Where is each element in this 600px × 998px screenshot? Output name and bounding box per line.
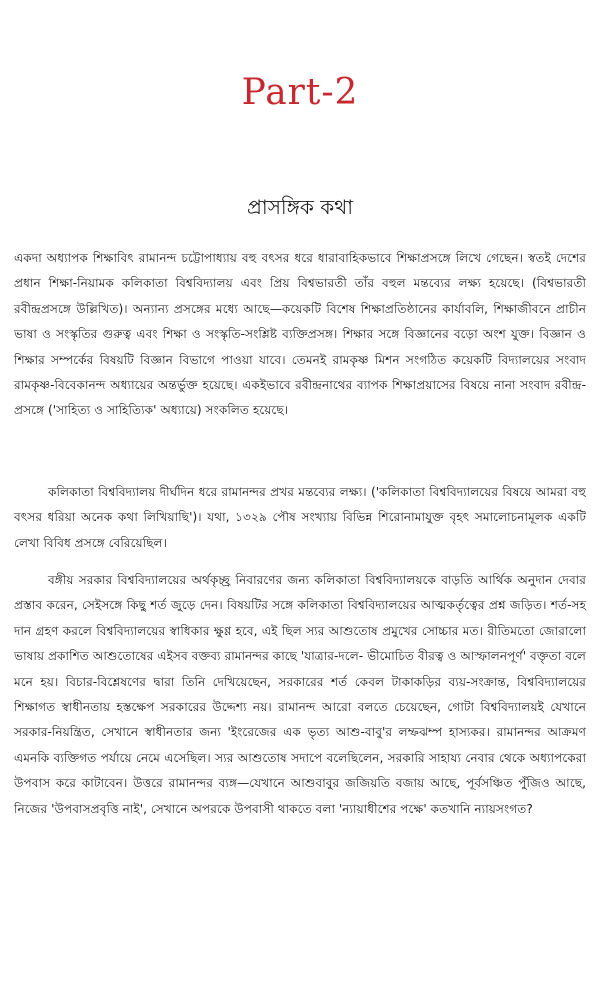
paragraph-intro: একদা অধ্যাপক শিক্ষাবিৎ রামানন্দ চট্টোপাধ্যায় বহু বৎসর ধরে ধারাবাহিকভাবে শিক্ষাপ্রসঙ্গে লিখে গেছেন। স্বতই দেশের প্রধান শিক্ষা-নিয়ামক কলিকাতা বিশ্ববিদ্যালয় এবং প্রিয় বিশ্বভারতী তাঁর বহুল মন্তব্যের লক্ষ্য হয়েছে। (বিশ্বভারতী রবীন্দ্রপ্রসঙ্গে উল্লিখিত)। অন্যান্য প্রসঙ্গের মধ্যে আছে—কয়েকটি বিশেষ শিক্ষাপ্রতিষ্ঠানের কার্যাবলি, শিক্ষাজীবনে প্রাচীন ভাষা ও সংস্কৃতির গুরুত্ব এবং শিক্ষা ও সংস্কৃতি-সংশ্লিষ্ট ব্যক্তিপ্রসঙ্গ। শিক্ষার সঙ্গে বিজ্ঞানের বড়ো অংশ যুক্ত। বিজ্ঞান ও শিক্ষার সম্পর্কের বিষয়টি বিজ্ঞান বিভাগে পাওয়া যাবে। তেমনই রামকৃষ্ণ মিশন সংগঠিত কয়েকটি বিদ্যালয়ের সংবাদ রামকৃষ্ণ-বিবেকানন্দ অধ্যায়ের অন্তর্ভুক্ত হয়েছে। একইভাবে রবীন্দ্রনাথের ব্যাপক শিক্ষাপ্রয়াসের বিষয়ে নানা সংবাদ রবীন্দ্র-প্রসঙ্গে ('সাহিত্য ও সাহিত্যিক' অধ্যায়ে) সংকলিত হয়েছে। [14, 251, 586, 418]
section-title: প্রাসঙ্গিক কথা [246, 195, 354, 219]
paragraph-calcutta-university: কলিকাতা বিশ্ববিদ্যালয় দীর্ঘদিন ধরে রামানন্দর প্রখর মন্তব্যের লক্ষ্য। ('কলিকাতা বিশ্ববিদ্যালয়ের বিষয়ে আমরা বহু বৎসর ধরিয়া অনেক কথা লিখিয়াছি')। যথা, ১৩২৯ পৌষ সংখ্যায় বিভিন্ন শিরোনামাযুক্ত বৃহৎ সমালোচনামূলক একটি লেখা বিবিধ প্রসঙ্গে বেরিয়েছিল। [14, 485, 586, 550]
paragraph-government-grant: বঙ্গীয় সরকার বিশ্ববিদ্যালয়ের অর্থকৃচ্ছ্র নিবারণের জন্য কলিকাতা বিশ্ববিদ্যালয়কে বাড়তি আর্থিক অনুদান দেবার প্রস্তাব করেন, সেইসঙ্গে কিছু শর্ত জুড়ে দেন। বিষয়টির সঙ্গে কলিকাতা বিশ্ববিদ্যালয়ের আত্মকর্তৃত্বের প্রশ্ন জড়িত। শর্ত-সহ দান গ্রহণ করলে বিশ্ববিদ্যালয়ের স্বাধিকার ক্ষুণ্ণ হবে, এই ছিল স্যর আশুতোষ প্রমুখের সোচ্চার মত। রীতিমতো জোরালো ভাষায় প্রকাশিত আশুতোষের এইসব বক্তব্য রামানন্দর কাছে 'যাত্রার-দলে- ভীমোচিত বীরত্ব ও আস্ফালনপূর্ণ' বক্তৃতা বলে মনে হয়। বিচার-বিশ্লেষণের দ্বারা তিনি দেখিয়েছেন, সরকারের শর্ত কেবল টাকাকড়ির ব্যয়-সংক্রান্ত, বিশ্ববিদ্যালয়ের শিক্ষাগত স্বাধীনতায় হস্তক্ষেপ সরকারের উদ্দেশ্য নয়। রামানন্দ আরো বলতে চেয়েছেন, গোটা বিশ্ববিদ্যালয়ই যেখানে সরকার-নিয়ন্ত্রিত, সেখানে স্বাধীনতার জন্য 'ইংরেজের এক ভৃত্য আশু-বাবু'র লম্ফঝম্প হাস্যকর। রামানন্দর আক্রমণ এমনকি ব্যক্তিগত পর্যায়ে নেমে এসেছিল। স্যর আশুতোষ সদাপে বলেছিলেন, সরকারি সাহায্য নেবার থেকে অধ্যাপকেরা উপবাস করে কাটাবেন। উত্তরে রামানন্দর ব্যঙ্গ—যেখানে আশুবাবুর জজিয়তি বজায় আছে, পূর্বসঞ্চিত পুঁজিও আছে, নিজের 'উপবাসপ্রবৃত্তি নাই', সেখানে অপরকে উপবাসী থাকতে বলা 'ন্যায়াধীশের পক্ষে' কতখানি ন্যায়সংগত? [14, 573, 586, 816]
part-heading: Part-2 [241, 72, 359, 113]
